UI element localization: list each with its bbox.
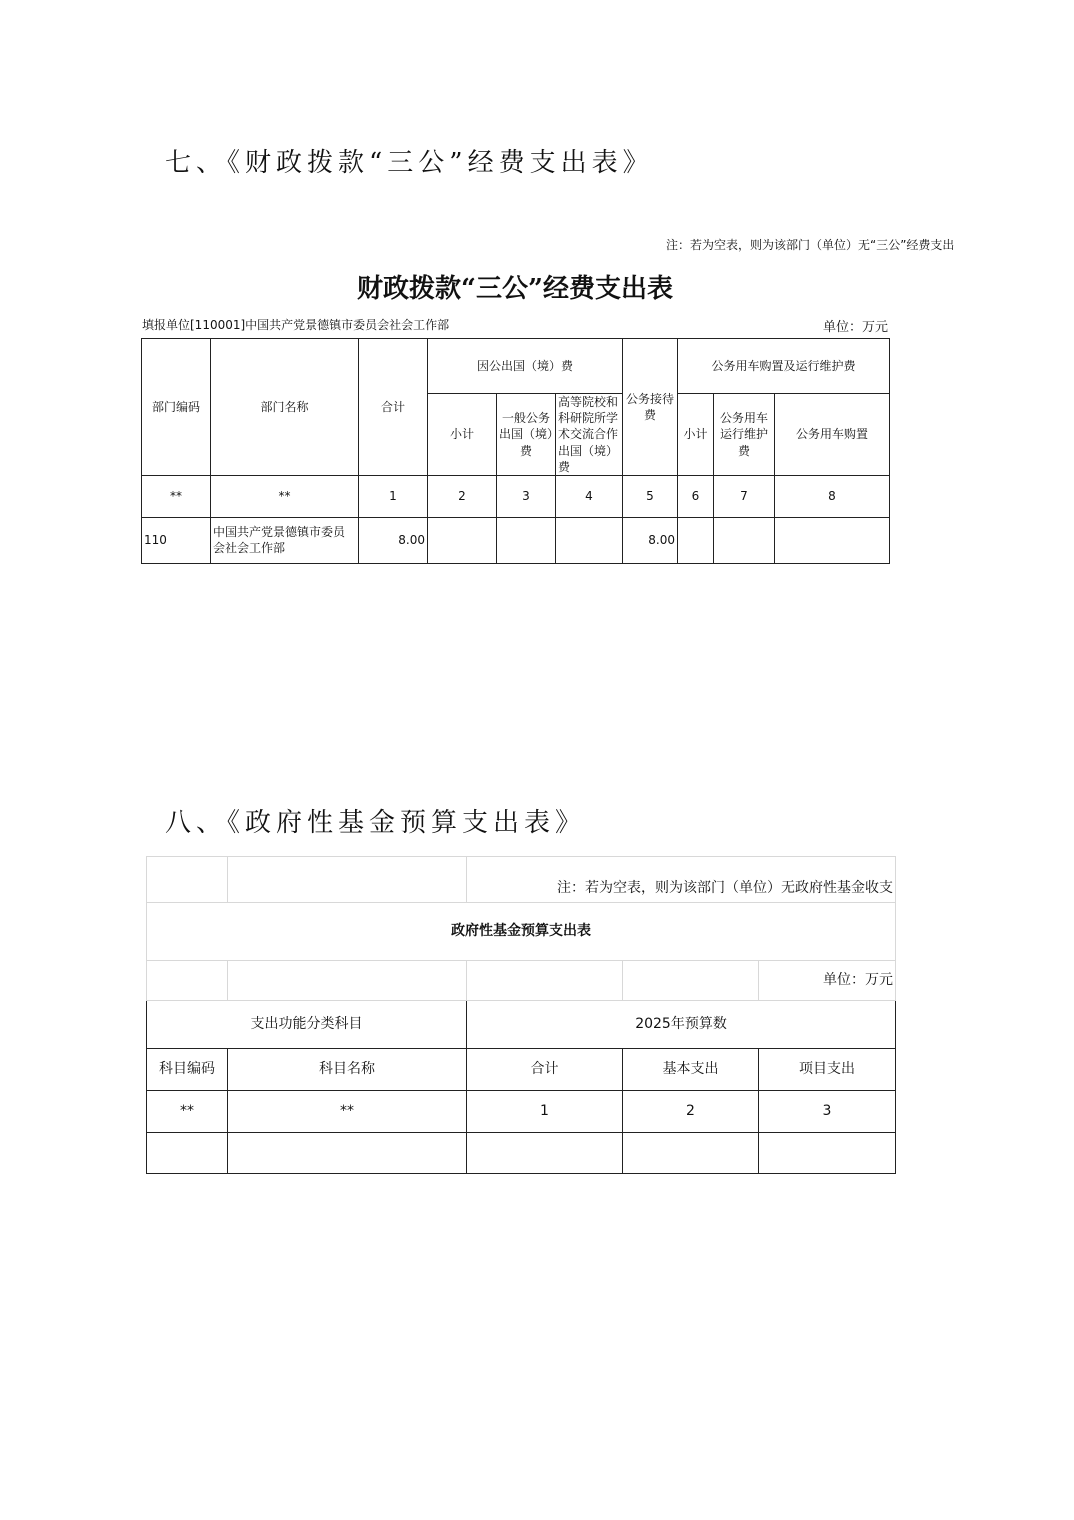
index-cell: ** bbox=[142, 475, 211, 517]
row-abroad-subtotal bbox=[428, 517, 497, 563]
section-7-note: 注：若为空表，则为该部门（单位）无“三公”经费支出 bbox=[666, 238, 955, 252]
index-cell: 2 bbox=[428, 475, 497, 517]
header-abroad-subtotal: 小计 bbox=[428, 394, 497, 476]
index-cell: 3 bbox=[759, 1091, 896, 1133]
row-reception: 8.00 bbox=[623, 517, 678, 563]
header-subject-name: 科目名称 bbox=[228, 1049, 467, 1091]
section-8-heading: 八、《政府性基金预算支出表》 bbox=[165, 808, 587, 838]
header-category-group: 支出功能分类科目 bbox=[147, 1001, 467, 1049]
gov-fund-expense-table bbox=[146, 856, 896, 1174]
unit-label: 单位：万元 bbox=[822, 320, 888, 335]
row-abroad-academic bbox=[556, 517, 623, 563]
row-dept-code: 110 bbox=[142, 517, 211, 563]
filling-unit-label: 填报单位[110001]中国共产党景德镇市委员会社会工作部 bbox=[142, 318, 450, 332]
empty-cell bbox=[467, 1133, 623, 1174]
row-total: 8.00 bbox=[359, 517, 428, 563]
header-budget-group: 2025年预算数 bbox=[467, 1001, 896, 1049]
index-cell: 5 bbox=[623, 475, 678, 517]
index-cell: 2 bbox=[623, 1091, 759, 1133]
header-vehicle-operation: 公务用车运行维护费 bbox=[714, 394, 775, 476]
table-row bbox=[142, 517, 890, 563]
section-8-note: 注：若为空表，则为该部门（单位）无政府性基金收支 bbox=[467, 857, 896, 903]
header-abroad-general: 一般公务出国（境）费 bbox=[497, 394, 556, 476]
empty-cell bbox=[623, 1133, 759, 1174]
index-cell: 1 bbox=[467, 1091, 623, 1133]
row-vehicle-subtotal bbox=[678, 517, 714, 563]
header-subject-code: 科目编码 bbox=[147, 1049, 228, 1091]
blank-cell bbox=[467, 961, 623, 1001]
header-abroad-group: 因公出国（境）费 bbox=[428, 339, 623, 394]
blank-cell bbox=[147, 857, 228, 903]
empty-cell bbox=[759, 1133, 896, 1174]
header-dept-name: 部门名称 bbox=[211, 339, 359, 476]
table-row bbox=[147, 1133, 896, 1174]
index-cell: ** bbox=[211, 475, 359, 517]
index-cell: 1 bbox=[359, 475, 428, 517]
header-vehicle-group: 公务用车购置及运行维护费 bbox=[678, 339, 890, 394]
header-project: 项目支出 bbox=[759, 1049, 896, 1091]
index-cell: 6 bbox=[678, 475, 714, 517]
header-vehicle-purchase: 公务用车购置 bbox=[775, 394, 890, 476]
gov-fund-table-title: 政府性基金预算支出表 bbox=[147, 903, 896, 961]
header-total: 合计 bbox=[359, 339, 428, 476]
header-reception: 公务接待费 bbox=[623, 339, 678, 476]
blank-cell bbox=[228, 961, 467, 1001]
index-cell: 7 bbox=[714, 475, 775, 517]
index-cell: 4 bbox=[556, 475, 623, 517]
empty-cell bbox=[228, 1133, 467, 1174]
index-cell: 3 bbox=[497, 475, 556, 517]
header-vehicle-subtotal: 小计 bbox=[678, 394, 714, 476]
three-public-expense-table bbox=[141, 338, 890, 564]
row-vehicle-operation bbox=[714, 517, 775, 563]
header-basic: 基本支出 bbox=[623, 1049, 759, 1091]
header-total: 合计 bbox=[467, 1049, 623, 1091]
header-dept-code: 部门编码 bbox=[142, 339, 211, 476]
blank-cell bbox=[147, 961, 228, 1001]
blank-cell bbox=[228, 857, 467, 903]
empty-cell bbox=[147, 1133, 228, 1174]
gov-fund-unit-label: 单位：万元 bbox=[759, 961, 896, 1001]
header-abroad-academic: 高等院校和科研院所学术交流合作出国（境）费 bbox=[556, 394, 623, 476]
row-abroad-general bbox=[497, 517, 556, 563]
index-cell: 8 bbox=[775, 475, 890, 517]
index-cell: ** bbox=[228, 1091, 467, 1133]
row-dept-name: 中国共产党景德镇市委员会社会工作部 bbox=[211, 517, 359, 563]
three-public-table-title: 财政拨款“三公”经费支出表 bbox=[357, 274, 673, 304]
blank-cell bbox=[623, 961, 759, 1001]
row-vehicle-purchase bbox=[775, 517, 890, 563]
section-7-heading: 七、《财政拨款“三公”经费支出表》 bbox=[165, 148, 654, 178]
index-cell: ** bbox=[147, 1091, 228, 1133]
